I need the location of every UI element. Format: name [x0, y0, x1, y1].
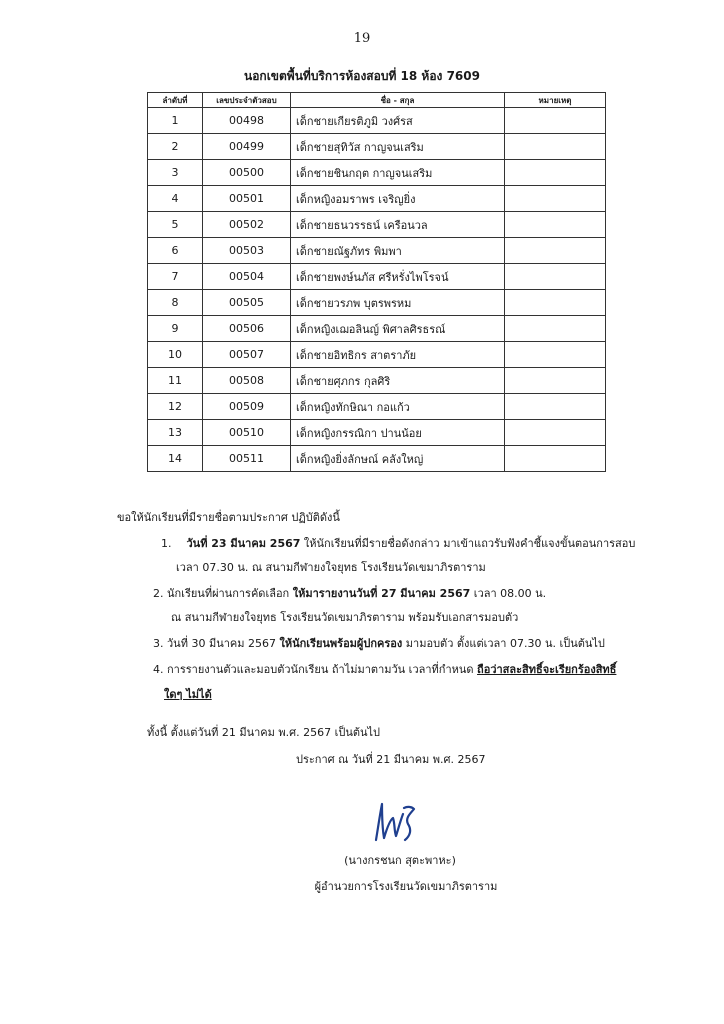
- table-row: [148, 368, 606, 394]
- cell-note: [505, 160, 606, 186]
- cell-order: 2: [148, 134, 203, 160]
- table-row: [148, 186, 606, 212]
- cell-note: [505, 342, 606, 368]
- table-row: [148, 108, 606, 134]
- cell-name: เด็กหญิงเฌอลินญ์ พิศาลศิรธรณ์: [291, 316, 505, 342]
- item-number: 2.: [153, 587, 164, 600]
- cell-order: 4: [148, 186, 203, 212]
- cell-name: เด็กชายพงษ์นภัส ศรีหรั่งไพโรจน์: [291, 264, 505, 290]
- cell-exam-id: 00504: [203, 264, 291, 290]
- cell-name: เด็กชายณัฐภัทร พิมพา: [291, 238, 505, 264]
- header-name: ชื่อ - สกุล: [291, 93, 505, 108]
- header-note: หมายเหตุ: [505, 93, 606, 108]
- instruction-item-3: [153, 634, 605, 652]
- cell-order: 1: [148, 108, 203, 134]
- cell-exam-id: 00511: [203, 446, 291, 472]
- cell-exam-id: 00505: [203, 290, 291, 316]
- cell-exam-id: 00509: [203, 394, 291, 420]
- table-row: [148, 394, 606, 420]
- table-row: [148, 316, 606, 342]
- item-warning: ถือว่าสละสิทธิ์จะเรียกร้องสิทธิ์: [477, 663, 617, 676]
- item-text: ให้นักเรียนที่มีรายชื่อดังกล่าว มาเข้าแถวรับฟังคำชี้แจงขั้นตอนการสอบ: [300, 537, 636, 550]
- cell-exam-id: 00510: [203, 420, 291, 446]
- cell-note: [505, 212, 606, 238]
- cell-exam-id: 00508: [203, 368, 291, 394]
- cell-exam-id: 00501: [203, 186, 291, 212]
- cell-order: 7: [148, 264, 203, 290]
- cell-name: เด็กชายวรภพ บุตรพรหม: [291, 290, 505, 316]
- cell-exam-id: 00499: [203, 134, 291, 160]
- cell-name: เด็กหญิงกรรณิกา ปานน้อย: [291, 420, 505, 446]
- cell-name: เด็กชายธนวรรธน์ เครือนวล: [291, 212, 505, 238]
- table-row: [148, 342, 606, 368]
- cell-exam-id: 00502: [203, 212, 291, 238]
- cell-order: 8: [148, 290, 203, 316]
- cell-order: 3: [148, 160, 203, 186]
- table-row: [148, 212, 606, 238]
- cell-order: 14: [148, 446, 203, 472]
- table-row: [148, 290, 606, 316]
- instruction-item-2-line2: ณ สนามกีฬายงใจยุทธ โรงเรียนวัดเขมาภิรตาราม พร้อมรับเอกสารมอบตัว: [171, 611, 519, 624]
- document-title: นอกเขตพื้นที่บริการห้องสอบที่ 18 ห้อง 7609: [244, 69, 480, 83]
- cell-name: เด็กหญิงทักษิณา กอแก้ว: [291, 394, 505, 420]
- item-date-emphasis: วันที่ 23 มีนาคม 2567: [186, 537, 301, 550]
- table-row: [148, 134, 606, 160]
- cell-name: เด็กชายชินกฤต กาญจนเสริม: [291, 160, 505, 186]
- instruction-item-4: [153, 660, 616, 678]
- cell-exam-id: 00503: [203, 238, 291, 264]
- instruction-item-1-line2: เวลา 07.30 น. ณ สนามกีฬายงใจยุทธ โรงเรียนวัดเขมาภิรตาราม: [176, 561, 486, 574]
- cell-note: [505, 394, 606, 420]
- table-row: [148, 238, 606, 264]
- item-emphasis: ให้นักเรียนพร้อมผู้ปกครอง: [279, 637, 403, 650]
- item-number: 3.: [153, 637, 164, 650]
- page-number: 19: [353, 31, 371, 46]
- table-row: [148, 264, 606, 290]
- cell-name: เด็กชายเกียรติภูมิ วงศ์รส: [291, 108, 505, 134]
- table-row: [148, 160, 606, 186]
- table-row: [148, 446, 606, 472]
- cell-note: [505, 134, 606, 160]
- cell-name: เด็กชายศุภกร กุลศิริ: [291, 368, 505, 394]
- cell-note: [505, 264, 606, 290]
- exam-room-roster-table: [147, 92, 606, 472]
- cell-name: เด็กชายสุทิวัส กาญจนเสริม: [291, 134, 505, 160]
- cell-note: [505, 290, 606, 316]
- cell-order: 6: [148, 238, 203, 264]
- instruction-item-1: [161, 534, 635, 552]
- instruction-item-4-line2: ใดๆ ไม่ได้: [164, 688, 212, 701]
- cell-order: 9: [148, 316, 203, 342]
- table-body: [148, 108, 606, 472]
- item-text: การรายงานตัวและมอบตัวนักเรียน ถ้าไม่มาตามวัน เวลาที่กำหนด: [167, 663, 478, 676]
- instructions-intro: ขอให้นักเรียนที่มีรายชื่อตามประกาศ ปฏิบัติดังนี้: [117, 511, 340, 524]
- signer-name: (นางกรชนก สุตะพาหะ): [344, 854, 456, 867]
- cell-note: [505, 108, 606, 134]
- signer-title: ผู้อำนวยการโรงเรียนวัดเขมาภิรตาราม: [314, 880, 498, 893]
- cell-exam-id: 00506: [203, 316, 291, 342]
- cell-exam-id: 00498: [203, 108, 291, 134]
- cell-exam-id: 00507: [203, 342, 291, 368]
- header-order: ลำดับที่: [148, 93, 203, 108]
- cell-note: [505, 446, 606, 472]
- cell-note: [505, 238, 606, 264]
- cell-exam-id: 00500: [203, 160, 291, 186]
- cell-name: เด็กหญิงอมราพร เจริญยิ่ง: [291, 186, 505, 212]
- table-row: [148, 420, 606, 446]
- table-header-row: [148, 93, 606, 108]
- cell-note: [505, 368, 606, 394]
- item-number: 1.: [161, 537, 172, 550]
- header-exam-id: เลขประจำตัวสอบ: [203, 93, 291, 108]
- announcement-date: ประกาศ ณ วันที่ 21 มีนาคม พ.ศ. 2567: [296, 753, 486, 766]
- item-number: 4.: [153, 663, 164, 676]
- cell-note: [505, 420, 606, 446]
- signature-mark: [370, 800, 430, 845]
- cell-order: 5: [148, 212, 203, 238]
- cell-order: 10: [148, 342, 203, 368]
- cell-name: เด็กหญิงยิ่งลักษณ์ คลังใหญ่: [291, 446, 505, 472]
- item-text: วันที่ 30 มีนาคม 2567: [167, 637, 280, 650]
- cell-order: 12: [148, 394, 203, 420]
- item-text-tail: มามอบตัว ตั้งแต่เวลา 07.30 น. เป็นต้นไป: [402, 637, 605, 650]
- cell-note: [505, 186, 606, 212]
- instruction-item-2: [153, 584, 546, 602]
- item-text-tail: เวลา 08.00 น.: [470, 587, 547, 600]
- cell-name: เด็กชายอิทธิกร สาตราภัย: [291, 342, 505, 368]
- item-text: นักเรียนที่ผ่านการคัดเลือก: [167, 587, 290, 600]
- cell-order: 11: [148, 368, 203, 394]
- effective-date: ทั้งนี้ ตั้งแต่วันที่ 21 มีนาคม พ.ศ. 2567 เป็นต้นไป: [147, 726, 381, 739]
- item-emphasis: ให้มารายงานวันที่ 27 มีนาคม 2567: [292, 587, 471, 600]
- cell-note: [505, 316, 606, 342]
- cell-order: 13: [148, 420, 203, 446]
